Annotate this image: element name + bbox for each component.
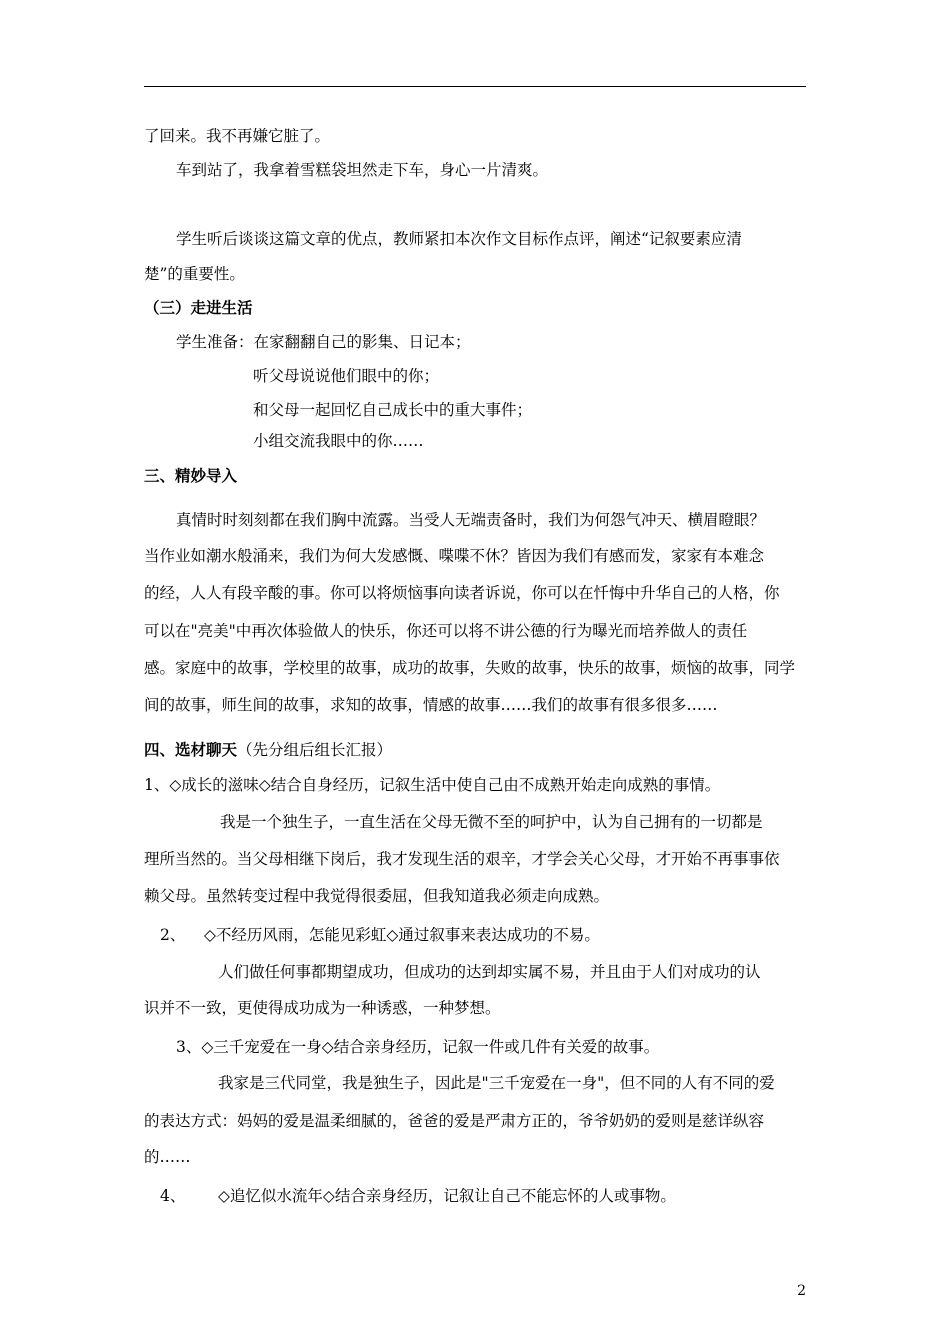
section-heading: （三）走进生活 bbox=[144, 298, 253, 317]
text-line: 的…… bbox=[144, 1148, 191, 1166]
topic-item: ◇不经历风雨，怎能见彩虹◇通过叙事来表达成功的不易。 bbox=[204, 926, 600, 944]
topic-item-number: 4、 bbox=[160, 1187, 186, 1205]
topic-item: 3、◇三千宠爱在一身◇结合亲身经历，记叙一件或几件有关爱的故事。 bbox=[176, 1038, 660, 1056]
text-line: 学生准备：在家翻翻自己的影集、日记本； bbox=[176, 333, 471, 351]
text-line: 理所当然的。当父母相继下岗后，我才发现生活的艰辛，才学会关心父母，才开始不再事事依 bbox=[144, 850, 780, 868]
text-line: 楚”的重要性。 bbox=[144, 265, 245, 283]
page-number: 2 bbox=[797, 1283, 806, 1299]
text-line: 人们做任何事都期望成功，但成功的达到却实属不易，并且由于人们对成功的认 bbox=[218, 963, 761, 981]
text-line: 听父母说说他们眼中的你； bbox=[253, 367, 440, 385]
section-heading: 三、精妙导入 bbox=[144, 466, 238, 485]
text-line: 小组交流我眼中的你…… bbox=[253, 432, 424, 450]
text-line: 车到站了，我拿着雪糕袋坦然走下车，身心一片清爽。 bbox=[176, 161, 549, 179]
text-line: 我是一个独生子，一直生活在父母无微不至的呵护中，认为自己拥有的一切都是 bbox=[220, 813, 763, 831]
text-line: 的经，人人有段辛酸的事。你可以将烦恼事向读者诉说，你可以在忏悔中升华自己的人格，你 bbox=[144, 584, 780, 602]
section-heading-title: 四、选材聊天 bbox=[144, 740, 238, 759]
text-line: 我家是三代同堂，我是独生子，因此是"三千宠爱在一身"，但不同的人有不同的爱 bbox=[218, 1074, 775, 1092]
text-line: 学生听后谈谈这篇文章的优点，教师紧扣本次作文目标作点评，阐述“记叙要素应清 bbox=[176, 230, 742, 248]
section-heading bbox=[144, 740, 392, 760]
text-line: 当作业如潮水般涌来，我们为何大发感慨、喋喋不休？皆因为我们有感而发，家家有本难念 bbox=[144, 547, 765, 565]
text-line: 的表达方式：妈妈的爱是温柔细腻的，爸爸的爱是严肃方正的，爷爷奶奶的爱则是慈详纵容 bbox=[144, 1112, 765, 1130]
text-line: 了回来。我不再嫌它脏了。 bbox=[144, 127, 331, 145]
text-line: 感。家庭中的故事，学校里的故事，成功的故事，失败的故事，快乐的故事，烦恼的故事，同学 bbox=[144, 659, 796, 677]
topic-item: 1、◇成长的滋味◇结合自身经历，记叙生活中使自己由不成熟开始走向成熟的事情。 bbox=[144, 776, 721, 794]
text-line: 间的故事，师生间的故事，求知的故事，情感的故事……我们的故事有很多很多…… bbox=[144, 696, 718, 714]
section-heading-note: （先分组后组长汇报） bbox=[237, 741, 393, 759]
text-line: 和父母一起回忆自己成长中的重大事件； bbox=[253, 401, 533, 419]
text-line: 可以在"亮美"中再次体验做人的快乐，你还可以将不讲公德的行为曝光而培养做人的责任 bbox=[144, 622, 748, 640]
header-rule bbox=[144, 86, 806, 87]
topic-item: ◇追忆似水流年◇结合亲身经历，记叙让自己不能忘怀的人或事物。 bbox=[218, 1187, 676, 1205]
topic-item-number: 2、 bbox=[160, 926, 186, 944]
text-line: 识并不一致，更使得成功成为一种诱惑，一种梦想。 bbox=[144, 999, 501, 1017]
text-line: 赖父母。虽然转变过程中我觉得很委屈，但我知道我必须走向成熟。 bbox=[144, 887, 610, 905]
text-line: 真情时时刻刻都在我们胸中流露。当受人无端责备时，我们为何怨气冲天、横眉瞪眼？ bbox=[176, 511, 766, 529]
